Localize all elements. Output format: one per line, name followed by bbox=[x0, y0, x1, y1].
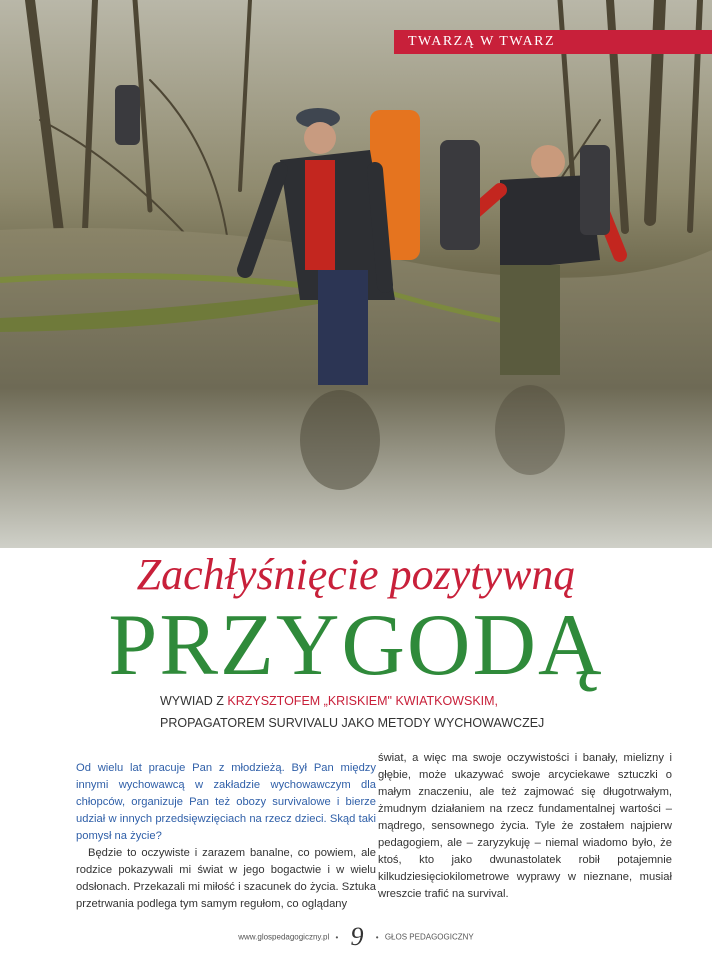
page-footer bbox=[0, 922, 712, 952]
interviewee-name: KRZYSZTOFEM „KRISKIEM" KWIATKOWSKIM, bbox=[227, 694, 499, 708]
footer-bullet-icon: • bbox=[335, 932, 339, 942]
interview-question: Od wielu lat pracuje Pan z młodzieżą. Był Pan między innymi wychowawcą w zakładzie wychowawczym dla chłopców, organizuje Pan też obozy survivalowe i bierze udział w innych przedsięwzięciach na rzecz dzieci. Skąd taki pomysł na życie? bbox=[76, 762, 376, 842]
article-column-2 bbox=[378, 750, 672, 903]
page-number: 9 bbox=[350, 922, 364, 951]
article-column-1 bbox=[76, 760, 376, 913]
interview-answer-part-2: świat, a więc ma swoje oczywistości i banały, mielizny i głębie, może ukazywać swoje arcyciekawe sztuczki o małym znaczeniu, ale też zajmować się długotrwałym, żmudnym działaniem na rzecz fundamentalnej wartości – mądrego, sensownego życia. Tyle że zostałem najpierw pedagogiem, ale – zaryzykuję – niemal wiadomo było, że ktoś, kto jako dwunastolatek robił potajemnie kilkudziesięciokilometrowe wyprawy w nieznane, musiał wreszcie trafić na survival. bbox=[378, 752, 672, 900]
footer-magazine: GŁOS PEDAGOGICZNY bbox=[384, 932, 474, 942]
subtitle-prefix: WYWIAD Z bbox=[160, 694, 228, 708]
subtitle-line-2: PROPAGATOREM SURVIVALU JAKO METODY WYCHOWAWCZEJ bbox=[160, 716, 545, 730]
section-tag: TWARZĄ W TWARZ bbox=[394, 30, 712, 54]
headline-line-2: PRZYGODĄ bbox=[108, 597, 604, 694]
footer-bullet-icon: • bbox=[375, 932, 379, 942]
headline-line-1: Zachłyśnięcie pozytywną bbox=[136, 550, 576, 599]
interview-answer-part-1: Będzie to oczywiste i zarazem banalne, co powiem, ale rodzice pokazywali mi świat w jego bogactwie i w wielu odsłonach. Przekazali mi miłość i szacunek do życia. Sztuka przetrwania podlega tym samym regułom, co oglądany bbox=[76, 847, 376, 910]
subtitle-line-1 bbox=[160, 690, 660, 712]
footer-website: www.glospedagogiczny.pl bbox=[238, 932, 330, 942]
subtitle bbox=[160, 690, 660, 734]
